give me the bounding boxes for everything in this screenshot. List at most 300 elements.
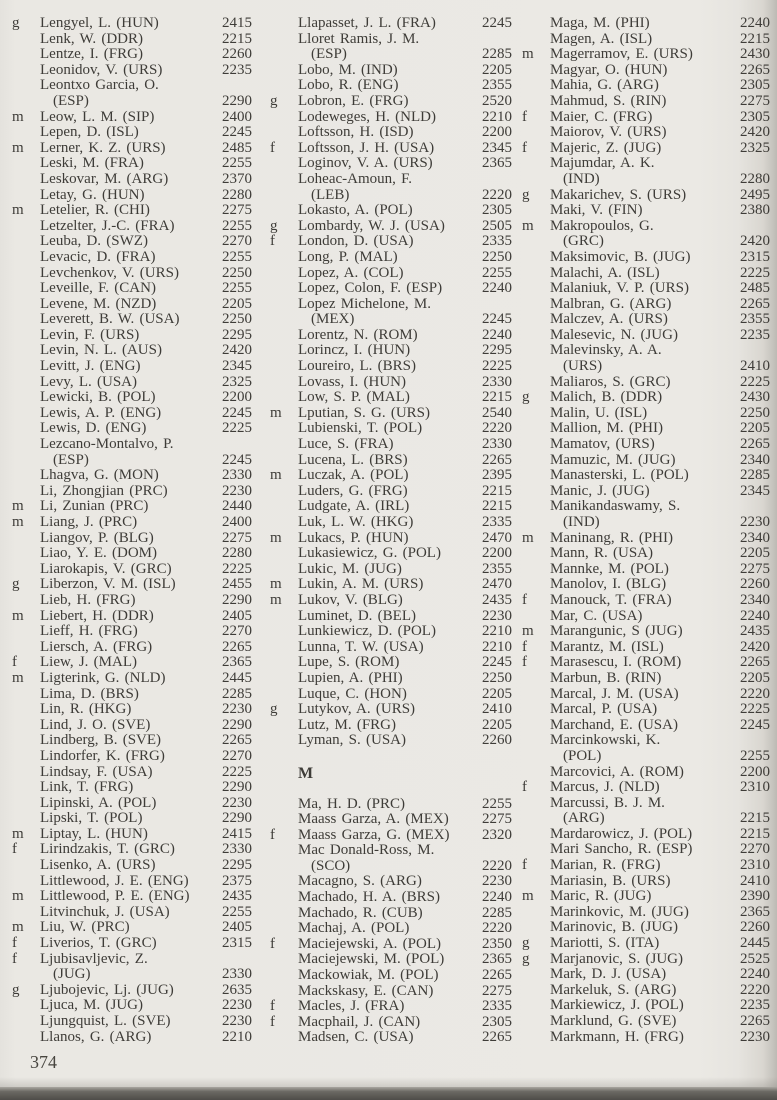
rating-value: 2520 (482, 92, 512, 109)
player-name: Mallion, M. (PHI) (550, 420, 663, 437)
player-name: Mamuzic, M. (JUG) (550, 451, 676, 468)
rating-value: 2305 (482, 1013, 512, 1030)
rating-value: 2205 (482, 685, 512, 702)
rating-value: 2265 (740, 654, 770, 671)
rating-entry-continuation (270, 312, 512, 328)
player-name: Leontxo Garcia, O. (40, 77, 159, 94)
player-name: Loureiro, L. (BRS) (298, 358, 416, 375)
title-marker (12, 1014, 40, 1030)
player-name: Leski, M. (FRA) (40, 155, 144, 172)
player-name: Liew, J. (MAL) (40, 654, 138, 671)
rating-value: 2215 (740, 825, 770, 842)
player-name: Luque, C. (HON) (298, 685, 407, 702)
rating-entry (12, 609, 252, 625)
player-name: Liang, J. (PRC) (40, 514, 138, 530)
rating-entry (522, 702, 770, 718)
player-name: Maninang, R. (PHI) (550, 529, 673, 546)
player-name: Manic, J. (JUG) (550, 482, 650, 499)
title-marker (270, 359, 298, 375)
rating-value: 2230 (222, 997, 252, 1014)
title-marker (522, 905, 550, 921)
title-marker (522, 266, 550, 282)
title-marker (270, 859, 298, 875)
player-name: Mamatov, (URS) (550, 436, 655, 453)
title-marker (270, 718, 298, 734)
title-marker (12, 188, 40, 204)
title-marker (12, 297, 40, 313)
player-name: Maciejewski, M. (POL) (298, 951, 445, 968)
rating-entry (522, 842, 770, 858)
title-marker (270, 266, 298, 282)
rating-entry (12, 32, 252, 48)
title-marker: f (12, 654, 17, 671)
rating-value: 2285 (482, 904, 512, 921)
rating-value: 2295 (482, 342, 512, 359)
title-marker: g (12, 576, 20, 593)
rating-entry (12, 375, 252, 391)
rating-entry (270, 1030, 512, 1046)
player-country-continued: (POL) (563, 747, 602, 764)
rating-value: 2200 (740, 763, 770, 780)
rating-value: 2200 (482, 124, 512, 141)
title-marker (12, 343, 40, 359)
player-name: Lieb, H. (FRG) (40, 591, 136, 608)
rating-value: 2260 (222, 46, 252, 63)
rating-entry (12, 515, 252, 531)
rating-entry (522, 562, 770, 578)
title-marker (522, 406, 550, 422)
rating-entry (522, 952, 770, 968)
rating-entry-continuation (522, 172, 770, 188)
player-name: Markiewicz, J. (POL) (550, 997, 684, 1014)
rating-entry (270, 390, 512, 406)
rating-value: 2275 (482, 982, 512, 999)
rating-entry (12, 203, 252, 219)
rating-entry (12, 312, 252, 328)
player-name: Manikandaswamy, S. (550, 498, 681, 515)
player-name: Lutykov, A. (URS) (298, 701, 416, 718)
title-marker (12, 421, 40, 437)
rating-entry (270, 234, 512, 250)
title-marker (12, 468, 40, 484)
player-country-continued: (IND) (563, 514, 600, 530)
rating-value: 2225 (482, 358, 512, 375)
rating-value: 2485 (222, 139, 252, 156)
player-name: Loginov, V. A. (URS) (298, 155, 433, 172)
title-marker (522, 796, 550, 812)
title-marker (270, 32, 298, 48)
rating-value: 2205 (740, 420, 770, 437)
title-marker (522, 1014, 550, 1030)
rating-value: 2275 (482, 811, 512, 828)
rating-value: 2230 (222, 701, 252, 718)
player-name: Lipinski, A. (POL) (40, 794, 157, 811)
rating-value: 2335 (482, 998, 512, 1015)
rating-entry (522, 827, 770, 843)
player-name: Llapasset, J. L. (FRA) (298, 15, 436, 31)
rating-value: 2420 (740, 638, 770, 655)
rating-entry (522, 967, 770, 983)
title-marker: f (270, 826, 275, 843)
rating-entry (12, 983, 252, 999)
title-marker (12, 281, 40, 297)
title-marker: f (270, 233, 275, 250)
rating-entry (12, 827, 252, 843)
player-name: Lombardy, W. J. (USA) (298, 217, 445, 234)
title-marker (12, 328, 40, 344)
rating-entry (270, 328, 512, 344)
title-marker (522, 687, 550, 703)
rating-entry (270, 937, 512, 953)
player-name: Lindorfer, K. (FRG) (40, 747, 165, 764)
rating-value: 2390 (740, 888, 770, 905)
rating-entry (12, 328, 252, 344)
title-marker: f (522, 638, 527, 655)
title-marker (522, 328, 550, 344)
rating-value: 2355 (482, 77, 512, 94)
rating-value: 2265 (740, 295, 770, 312)
rating-value: 2315 (222, 935, 252, 952)
rating-entry (270, 297, 512, 313)
rating-entry (522, 484, 770, 500)
title-marker: f (522, 857, 527, 874)
rating-entry (522, 1030, 770, 1046)
rating-entry (12, 141, 252, 157)
rating-entry (522, 406, 770, 422)
rating-value: 2270 (222, 623, 252, 640)
title-marker (522, 499, 550, 515)
rating-entry (522, 499, 770, 515)
rating-entry (270, 718, 512, 734)
rating-value: 2285 (740, 467, 770, 484)
title-marker (270, 624, 298, 640)
rating-value: 2320 (482, 826, 512, 843)
rating-value: 2265 (222, 638, 252, 655)
title-marker: g (522, 935, 530, 952)
player-name: Link, T. (FRG) (40, 779, 134, 796)
rating-value: 2330 (482, 373, 512, 390)
rating-entry (270, 546, 512, 562)
rating-entry (522, 624, 770, 640)
rating-value: 2230 (222, 794, 252, 811)
rating-entry (270, 484, 512, 500)
rating-entry (522, 141, 770, 157)
title-marker (522, 234, 550, 250)
rating-value: 2230 (740, 514, 770, 530)
rating-entry (12, 593, 252, 609)
rating-column-3 (522, 16, 770, 1045)
title-marker (270, 812, 298, 828)
player-name: Liverios, T. (GRC) (40, 935, 157, 952)
player-country-continued: (IND) (563, 170, 600, 187)
rating-value: 2240 (740, 966, 770, 983)
rating-entry (270, 906, 512, 922)
player-name: Maliaros, S. (GRC) (550, 373, 671, 390)
rating-value: 2215 (482, 498, 512, 515)
title-marker (270, 421, 298, 437)
title-marker (522, 94, 550, 110)
rating-value: 2335 (482, 514, 512, 530)
title-marker: f (522, 779, 527, 796)
rating-entry (12, 562, 252, 578)
player-name: Mark, D. J. (USA) (550, 966, 667, 983)
player-name: Lerner, K. Z. (URS) (40, 139, 166, 156)
title-marker: m (522, 623, 534, 640)
rating-entry (270, 562, 512, 578)
rating-value: 2265 (740, 436, 770, 453)
title-marker: m (270, 576, 282, 593)
rating-value: 2485 (740, 280, 770, 297)
rating-entry (522, 250, 770, 266)
rating-entry (522, 63, 770, 79)
rating-value: 2250 (740, 404, 770, 421)
title-marker (12, 858, 40, 874)
rating-entry (522, 874, 770, 890)
player-name: Lieff, H. (FRG) (40, 623, 138, 640)
rating-entry (12, 546, 252, 562)
rating-entry (12, 624, 252, 640)
title-marker (12, 640, 40, 656)
title-marker (270, 78, 298, 94)
title-marker: m (12, 514, 24, 530)
title-marker (522, 874, 550, 890)
rating-entry (12, 219, 252, 235)
rating-entry (12, 640, 252, 656)
title-marker: g (522, 389, 530, 406)
title-marker (12, 1030, 40, 1046)
rating-value: 2435 (222, 888, 252, 905)
rating-value: 2215 (482, 389, 512, 406)
rating-entry (12, 390, 252, 406)
rating-entry (522, 94, 770, 110)
rating-entry (12, 266, 252, 282)
rating-entry (12, 842, 252, 858)
page-bottom-edge (0, 1087, 777, 1100)
title-marker (270, 312, 298, 328)
title-marker: m (522, 217, 534, 234)
player-name: Ludgate, A. (IRL) (298, 498, 410, 515)
rating-entry (522, 328, 770, 344)
title-marker (12, 718, 40, 734)
rating-entry (270, 203, 512, 219)
rating-entry (12, 172, 252, 188)
player-name: Marchand, E. (USA) (550, 716, 678, 733)
player-name: Lhagva, G. (MON) (40, 467, 159, 484)
rating-value: 2215 (740, 810, 770, 827)
title-marker (12, 765, 40, 781)
rating-entry (270, 63, 512, 79)
rating-entry (12, 421, 252, 437)
rating-value: 2260 (740, 576, 770, 593)
rating-entry (270, 702, 512, 718)
rating-entry (522, 718, 770, 734)
rating-entry (522, 219, 770, 235)
title-marker (522, 172, 550, 188)
title-marker (270, 952, 298, 968)
rating-value: 2415 (222, 825, 252, 842)
title-marker (12, 78, 40, 94)
player-country-continued: (ESP) (53, 92, 89, 109)
title-marker (522, 1030, 550, 1046)
rating-entry (270, 437, 512, 453)
title-marker (12, 687, 40, 703)
rating-entry (522, 905, 770, 921)
player-name: Lind, J. O. (SVE) (40, 716, 151, 733)
rating-value: 2255 (222, 217, 252, 234)
player-name: Lupe, S. (ROM) (298, 654, 400, 671)
rating-value: 2205 (740, 545, 770, 562)
title-marker: m (12, 139, 24, 156)
rating-value: 2285 (222, 685, 252, 702)
rating-entry (12, 671, 252, 687)
rating-entry (12, 702, 252, 718)
rating-entry (522, 390, 770, 406)
title-marker (270, 671, 298, 687)
rating-value: 2365 (222, 654, 252, 671)
rating-entry (270, 110, 512, 126)
player-name: Lukic, M. (JUG) (298, 560, 402, 577)
rating-value: 2350 (482, 935, 512, 952)
title-marker: m (12, 498, 24, 515)
rating-value: 2235 (740, 997, 770, 1014)
player-name: Lupien, A. (PHI) (298, 669, 403, 686)
title-marker (522, 515, 550, 531)
rating-entry (12, 125, 252, 141)
player-name: Leverett, B. W. (USA) (40, 311, 180, 328)
title-marker (522, 967, 550, 983)
rating-entry (12, 733, 252, 749)
title-marker (270, 968, 298, 984)
player-name: Mac Donald-Ross, M. (298, 842, 435, 859)
rating-entry (270, 890, 512, 906)
title-marker (522, 78, 550, 94)
rating-entry (522, 640, 770, 656)
title-marker (12, 234, 40, 250)
rating-value: 2200 (222, 389, 252, 406)
title-marker (270, 328, 298, 344)
rating-entry (12, 796, 252, 812)
rating-value: 2255 (222, 280, 252, 297)
player-name: Liptay, L. (HUN) (40, 825, 148, 842)
rating-value: 2635 (222, 981, 252, 998)
title-marker (522, 16, 550, 32)
title-marker (522, 375, 550, 391)
rating-entry (270, 999, 512, 1015)
title-marker (522, 281, 550, 297)
player-name: Madsen, C. (USA) (298, 1029, 414, 1046)
player-name: Marcal, J. M. (USA) (550, 685, 679, 702)
title-marker (12, 998, 40, 1014)
rating-value: 2235 (740, 326, 770, 343)
rating-value: 2230 (222, 482, 252, 499)
rating-entry-continuation (270, 859, 512, 875)
rating-value: 2345 (482, 139, 512, 156)
title-marker: f (270, 139, 275, 156)
rating-entry (522, 32, 770, 48)
title-marker (270, 110, 298, 126)
player-name: Liu, W. (PRC) (40, 919, 130, 936)
player-name: Letzelter, J.-C. (FRA) (40, 217, 175, 234)
rating-entry (12, 874, 252, 890)
rating-entry (12, 47, 252, 63)
rating-entry (270, 1015, 512, 1031)
rating-entry (12, 250, 252, 266)
rating-value: 2255 (482, 264, 512, 281)
rating-entry (12, 281, 252, 297)
rating-value: 2265 (222, 732, 252, 749)
title-marker: m (522, 888, 534, 905)
rating-value: 2250 (222, 264, 252, 281)
rating-value: 2225 (740, 264, 770, 281)
rating-value: 2245 (482, 15, 512, 31)
rating-entry (270, 172, 512, 188)
rating-entry (270, 687, 512, 703)
rating-value: 2540 (482, 404, 512, 421)
rating-value: 2365 (482, 951, 512, 968)
rating-entry (12, 437, 252, 453)
title-marker (270, 906, 298, 922)
player-name: Maki, V. (FIN) (550, 202, 643, 219)
rating-value: 2255 (222, 248, 252, 265)
rating-value: 2270 (222, 747, 252, 764)
player-country-continued: (ESP) (311, 46, 347, 63)
title-marker (12, 437, 40, 453)
rating-value: 2270 (740, 841, 770, 858)
title-marker (522, 546, 550, 562)
title-marker (270, 375, 298, 391)
rating-entry (12, 998, 252, 1014)
rating-entry (270, 499, 512, 515)
rating-entry (270, 343, 512, 359)
rating-entry (270, 874, 512, 890)
rating-entry (270, 359, 512, 375)
title-marker (12, 780, 40, 796)
player-name: Littlewood, J. E. (ENG) (40, 872, 189, 889)
title-marker (12, 375, 40, 391)
rating-entry (12, 1030, 252, 1046)
title-marker (270, 343, 298, 359)
player-name: Littlewood, P. E. (ENG) (40, 888, 190, 905)
rating-entry (270, 421, 512, 437)
rating-entry (270, 32, 512, 48)
title-marker (522, 811, 550, 827)
rating-entry (522, 47, 770, 63)
player-name: Malesevic, N. (JUG) (550, 326, 678, 343)
player-name: Luminet, D. (BEL) (298, 607, 416, 624)
player-name: Marcinkowski, K. (550, 732, 661, 749)
title-marker (522, 421, 550, 437)
player-name: Majumdar, A. K. (550, 155, 655, 172)
player-name: Lirindzakis, T. (GRC) (40, 841, 175, 858)
title-marker (12, 32, 40, 48)
rating-entry (12, 687, 252, 703)
title-marker: f (270, 935, 275, 952)
player-name: Mackskasy, E. (CAN) (298, 982, 434, 999)
player-name: Lukin, A. M. (URS) (298, 576, 424, 593)
title-marker (12, 874, 40, 890)
rating-entry (270, 640, 512, 656)
rating-entry (12, 920, 252, 936)
rating-value: 2410 (740, 358, 770, 375)
player-name: Ligterink, G. (NLD) (40, 669, 166, 686)
title-marker (522, 297, 550, 313)
title-marker (12, 125, 40, 141)
rating-entry-continuation (522, 234, 770, 250)
rating-value: 2220 (482, 920, 512, 937)
player-name: Ljuca, M. (JUG) (40, 997, 143, 1014)
rating-value: 2255 (482, 795, 512, 812)
rating-value: 2230 (482, 873, 512, 890)
